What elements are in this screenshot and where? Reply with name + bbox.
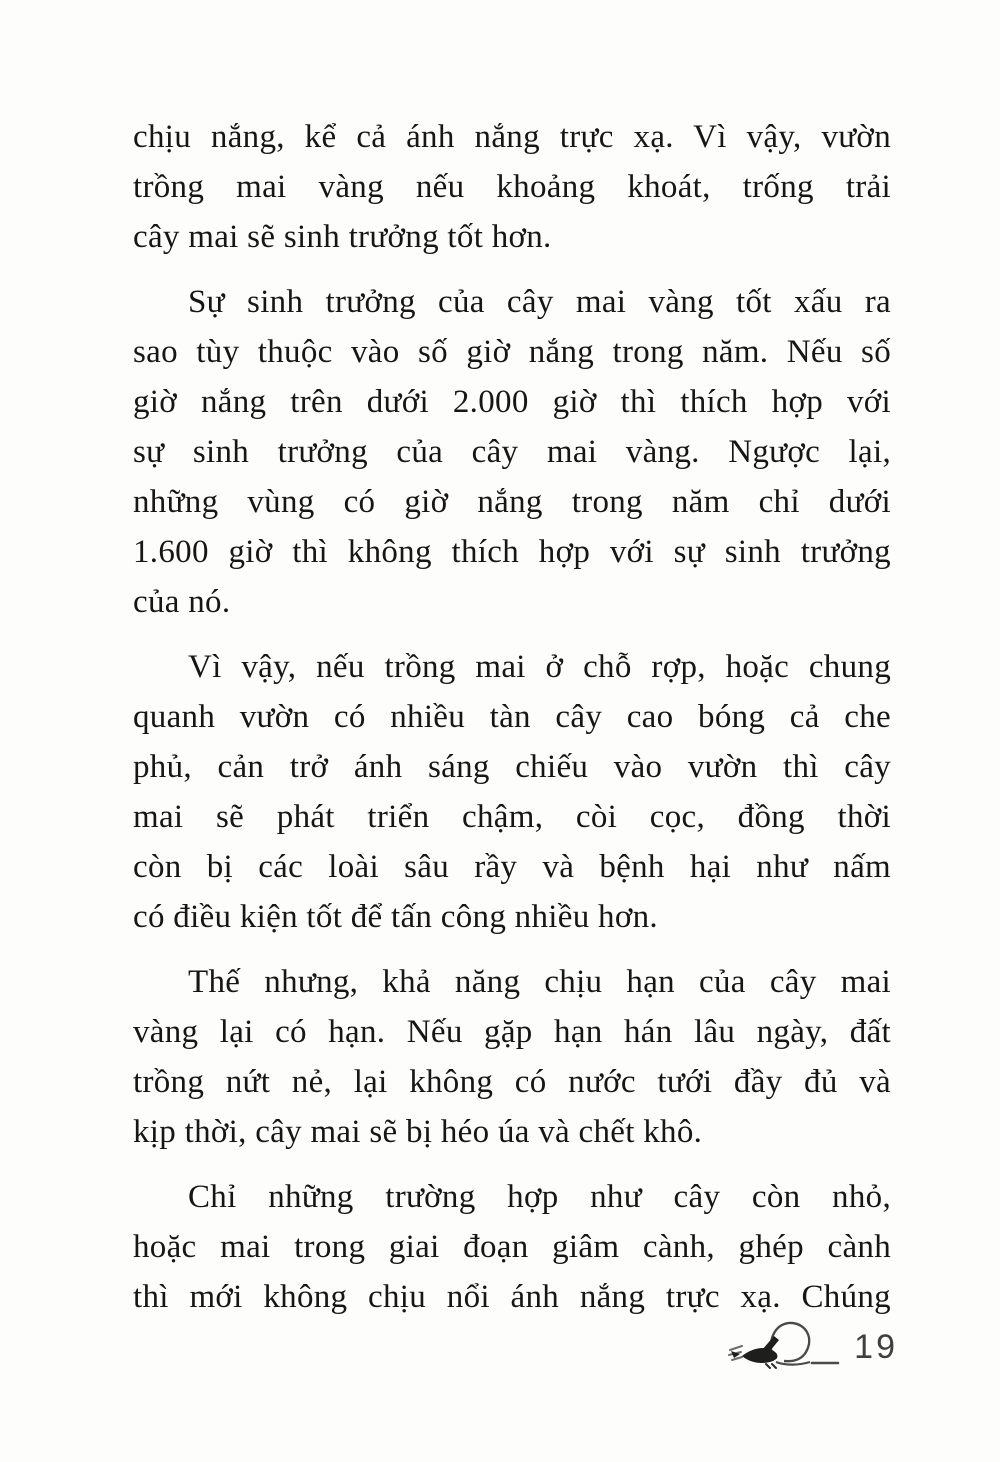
bird-sketch-icon (726, 1316, 846, 1374)
text-line: chịu nắng, kể cả ánh nắng trực xạ. Vì vậy, vườn (133, 119, 891, 155)
paragraph (133, 957, 891, 1157)
page-number: 19 (854, 1328, 898, 1366)
text-line: vàng lại có hạn. Nếu gặp hạn hán lâu ngày, đất (133, 1014, 891, 1050)
paragraph (133, 1172, 891, 1322)
text-line: cây mai sẽ sinh trưởng tốt hơn. (133, 219, 552, 255)
text-line: trồng mai vàng nếu khoảng khoát, trống trải (133, 169, 891, 205)
text-line: Thế nhưng, khả năng chịu hạn của cây mai (188, 964, 891, 1000)
text-line: Chỉ những trường hợp như cây còn nhỏ, (188, 1179, 891, 1215)
page-text-block (133, 112, 891, 1337)
text-line: kịp thời, cây mai sẽ bị héo úa và chết khô. (133, 1114, 703, 1150)
text-line: sự sinh trưởng của cây mai vàng. Ngược lại, (133, 434, 891, 470)
text-line: trồng nứt nẻ, lại không có nước tưới đầy đủ và (133, 1064, 891, 1100)
paragraph (133, 642, 891, 942)
text-line: những vùng có giờ nắng trong năm chỉ dưới (133, 484, 891, 520)
text-line: của nó. (133, 584, 231, 620)
text-line: 1.600 giờ thì không thích hợp với sự sinh trưởng (133, 534, 891, 570)
text-line: thì mới không chịu nổi ánh nắng trực xạ. Chúng (133, 1279, 891, 1315)
page-footer (726, 1316, 898, 1374)
text-line: giờ nắng trên dưới 2.000 giờ thì thích hợp với (133, 384, 891, 420)
text-line: có điều kiện tốt để tấn công nhiều hơn. (133, 899, 658, 935)
text-line: quanh vườn có nhiều tàn cây cao bóng cả che (133, 699, 891, 735)
text-line: mai sẽ phát triển chậm, còi cọc, đồng thời (133, 799, 891, 835)
text-line: sao tùy thuộc vào số giờ nắng trong năm. Nếu số (133, 334, 891, 370)
text-line: Sự sinh trưởng của cây mai vàng tốt xấu ra (188, 284, 891, 320)
text-line: Vì vậy, nếu trồng mai ở chỗ rợp, hoặc chung (188, 649, 891, 685)
text-line: còn bị các loài sâu rầy và bệnh hại như nấm (133, 849, 891, 885)
paragraph (133, 112, 891, 262)
text-line: phủ, cản trở ánh sáng chiếu vào vườn thì cây (133, 749, 891, 785)
text-line: hoặc mai trong giai đoạn giâm cành, ghép cành (133, 1229, 891, 1265)
paragraph (133, 277, 891, 627)
